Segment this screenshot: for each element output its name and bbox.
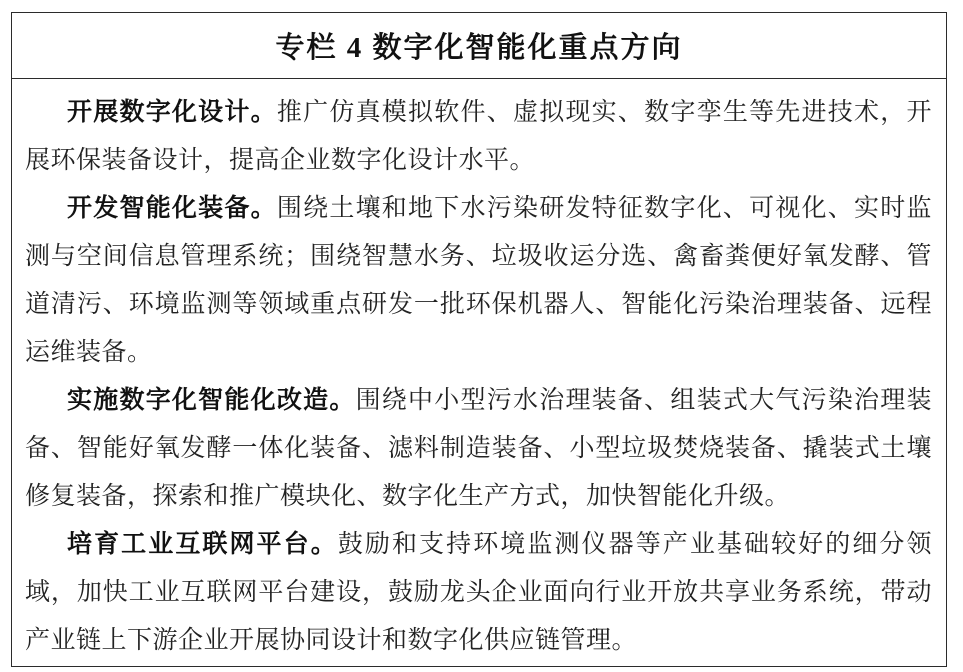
paragraph-text: 鼓励和支持环境监测仪器等产业基础较好的细分领域，加快工业互联网平台建设，鼓励龙头企业面向行业开放共享业务系统，带动产业链上下游企业开展协同设计和数字化供应链管理。 [25, 531, 932, 654]
paragraph-digital-design [25, 89, 932, 185]
paragraph-text: 推广仿真模拟软件、虚拟现实、数字孪生等先进技术，开展环保装备设计，提高企业数字化设计水平。 [25, 99, 932, 174]
paragraph-text: 围绕中小型污水治理装备、组装式大气污染治理装备、智能好氧发酵一体化装备、滤料制造装备、小型垃圾焚烧装备、撬装式土壤修复装备，探索和推广模块化、数字化生产方式，加快智能化升级。 [25, 387, 932, 510]
paragraph-intelligent-equipment [25, 185, 932, 377]
column-box [11, 12, 947, 667]
paragraph-lead: 开发智能化装备。 [67, 195, 277, 222]
paragraph-lead: 开展数字化设计。 [67, 99, 277, 126]
paragraph-industrial-internet-platform [25, 521, 932, 665]
paragraph-text: 围绕土壤和地下水污染研发特征数字化、可视化、实时监测与空间信息管理系统；围绕智慧水务、垃圾收运分选、禽畜粪便好氧发酵、管道清污、环境监测等领域重点研发一批环保机器人、智能化污染治理装备、远程运维装备。 [25, 195, 932, 366]
paragraph-lead: 培育工业互联网平台。 [67, 531, 338, 558]
paragraph-lead: 实施数字化智能化改造。 [67, 387, 356, 414]
paragraph-digital-transformation [25, 377, 932, 521]
column-box-body [12, 79, 946, 671]
column-box-title: 专栏 4 数字化智能化重点方向 [12, 13, 946, 79]
